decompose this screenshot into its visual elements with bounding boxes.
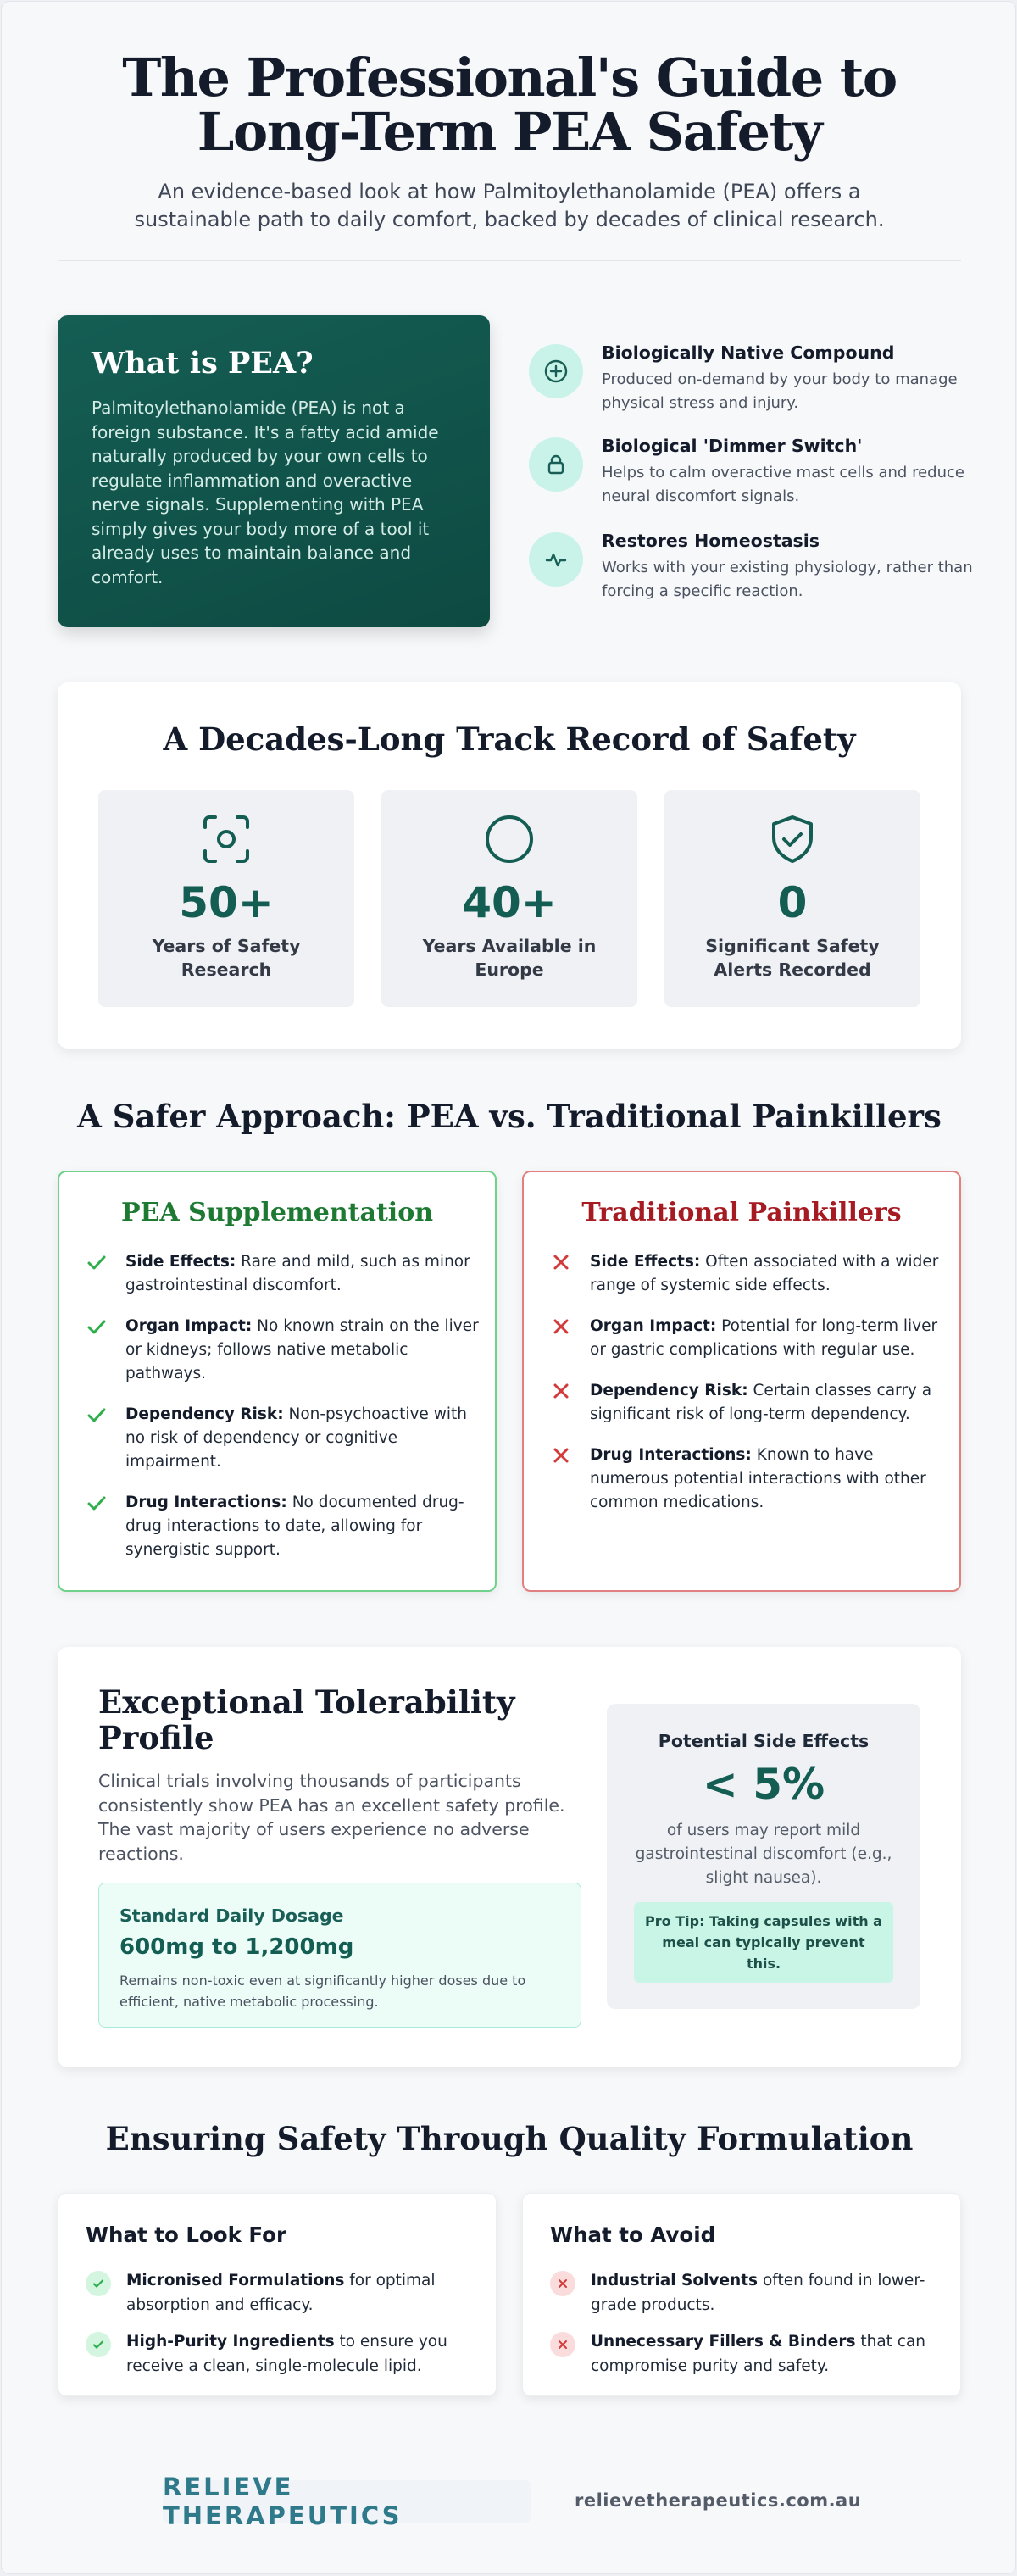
item-text: Often associated with a wider range of systemic side effects. (590, 1253, 939, 1294)
tolerability-body: Clinical trials involving thousands of participants consistently show PEA has an excellent safety profile. The vast majority of users experience no adverse reactions. (98, 1771, 565, 1864)
stat-label: Years of Safety Research (152, 936, 301, 980)
benefit-item (529, 342, 970, 427)
item-label: Side Effects: (590, 1253, 701, 1271)
pea-supplementation-card (58, 1171, 497, 1592)
avoid-title: What to Avoid (550, 2223, 716, 2247)
side-effects-box (607, 1704, 920, 2009)
pea-card-title: PEA Supplementation (120, 1198, 434, 1227)
side-effects-value: < 5% (702, 1760, 825, 1809)
cross-icon (550, 2332, 575, 2357)
stat-value: 0 (777, 878, 808, 927)
cross-icon (550, 2271, 575, 2296)
benefit-item (529, 531, 973, 615)
infographic-page (1, 1, 1016, 2574)
traditional-painkillers-card (522, 1171, 961, 1592)
pulse-icon (529, 532, 583, 587)
benefit-title: Biological 'Dimmer Switch' (602, 436, 863, 456)
traditional-card-title: Traditional Painkillers (581, 1198, 902, 1227)
tolerability-title: Exceptional Tolerability Profile (98, 1683, 515, 1756)
item-label: Organ Impact: (590, 1317, 717, 1335)
item-text: No known strain on the liver or kidneys; follows native metabolic pathways. (125, 1317, 479, 1383)
stat-value: 50+ (179, 878, 274, 927)
website-link[interactable]: relievetherapeutics.com.au (575, 2490, 862, 2511)
item-text: for optimal absorption and efficacy. (126, 2272, 436, 2314)
tolerability-card (58, 1647, 961, 2067)
item-label: Dependency Risk: (125, 1405, 284, 1423)
check-icon (86, 2332, 111, 2357)
item-label: Organ Impact: (125, 1317, 253, 1335)
check-icon (86, 1493, 107, 1513)
item-text: that can compromise purity and safety. (591, 2333, 926, 2375)
dosage-value: 600mg to 1,200mg (119, 1934, 354, 1960)
track-record-card (58, 682, 961, 1049)
item-text: No documented drug-drug interactions to date, allowing for synergistic support. (125, 1494, 464, 1559)
item-label: Unnecessary Fillers & Binders (591, 2333, 856, 2351)
cross-icon (551, 1445, 571, 1466)
benefit-desc: Produced on-demand by your body to manage physical stress and injury. (602, 370, 958, 412)
item-label: Drug Interactions: (590, 1446, 752, 1464)
item-text: Non-psychoactive with no risk of dependency or cognitive impairment. (125, 1405, 467, 1471)
stat-label: Significant Safety Alerts Recorded (705, 936, 880, 980)
check-icon (86, 1316, 107, 1337)
stat-card (381, 790, 637, 1007)
item-text: Potential for long-term liver or gastric complications with regular use. (590, 1317, 938, 1359)
item-label: Industrial Solvents (591, 2272, 759, 2289)
dosage-box (98, 1883, 581, 2028)
dosage-label: Standard Daily Dosage (119, 1906, 344, 1926)
brand-logo: RELIEVE THERAPEUTICS (163, 2480, 531, 2523)
what-is-pea-card (58, 315, 490, 627)
check-icon (86, 1252, 107, 1272)
cross-icon (551, 1316, 571, 1337)
stat-card (664, 790, 920, 1007)
what-is-pea-title: What is PEA? (92, 346, 314, 381)
page-title: The Professional's Guide to Long-Term PEA Safety (122, 47, 897, 163)
item-label: High-Purity Ingredients (126, 2333, 335, 2351)
item-label: Micronised Formulations (126, 2272, 345, 2289)
what-to-avoid-card (522, 2193, 961, 2396)
pro-tip: Pro Tip: Taking capsules with a meal can typically prevent this. (634, 1902, 893, 1983)
look-for-title: What to Look For (86, 2223, 287, 2247)
lock-icon (529, 437, 583, 492)
benefit-title: Restores Homeostasis (602, 531, 820, 551)
item-text: to ensure you receive a clean, single-molecule lipid. (126, 2333, 447, 2375)
benefit-desc: Helps to calm overactive mast cells and reduce neural discomfort signals. (602, 464, 964, 505)
item-text: Certain classes carry a significant risk of long-term dependency. (590, 1382, 932, 1423)
stat-label: Years Available in Europe (422, 936, 597, 980)
item-label: Drug Interactions: (125, 1494, 287, 1511)
cross-icon (551, 1252, 571, 1272)
item-label: Dependency Risk: (590, 1382, 748, 1399)
stat-card (98, 790, 354, 1007)
check-icon (86, 2271, 111, 2296)
page-subtitle: An evidence-based look at how Palmitoylethanolamide (PEA) offers a sustainable path to daily comfort, backed by decades of clinical research. (134, 180, 885, 231)
quality-title: Ensuring Safety Through Quality Formulation (105, 2120, 914, 2157)
plus-circle-icon (529, 344, 583, 398)
cross-icon (551, 1381, 571, 1401)
track-record-title: A Decades-Long Track Record of Safety (163, 721, 856, 758)
side-effects-desc: of users may report mild gastrointestinal discomfort (e.g., slight nausea). (635, 1822, 892, 1887)
benefit-title: Biologically Native Compound (602, 342, 895, 363)
item-label: Side Effects: (125, 1253, 236, 1271)
divider (58, 260, 961, 261)
side-effects-label: Potential Side Effects (658, 1731, 870, 1751)
item-text: Rare and mild, such as minor gastrointestinal discomfort. (125, 1253, 470, 1294)
stat-value: 40+ (462, 878, 557, 927)
benefit-desc: Works with your existing physiology, rather than forcing a specific reaction. (602, 559, 973, 600)
item-text: Known to have numerous potential interactions with other common medications. (590, 1446, 926, 1511)
what-is-pea-body: Palmitoylethanolamide (PEA) is not a foreign substance. It's a fatty acid amide naturally produced by your own cells to regulate inflammation and overactive nerve signals. Supplementing with PEA simply gives your body more of a tool it already uses to maintain balance and comfort. (92, 398, 439, 587)
shield-check-icon (768, 814, 817, 865)
comparison-title: A Safer Approach: PEA vs. Traditional Painkillers (77, 1098, 942, 1135)
dosage-note: Remains non-toxic even at significantly higher doses due to efficient, native metabolic processing. (119, 1972, 526, 2010)
circle-icon (485, 814, 534, 865)
benefit-item (529, 436, 970, 520)
what-to-look-for-card (58, 2193, 497, 2396)
item-text: often found in lower-grade products. (591, 2272, 925, 2314)
focus-scan-icon (202, 814, 251, 865)
check-icon (86, 1405, 107, 1425)
